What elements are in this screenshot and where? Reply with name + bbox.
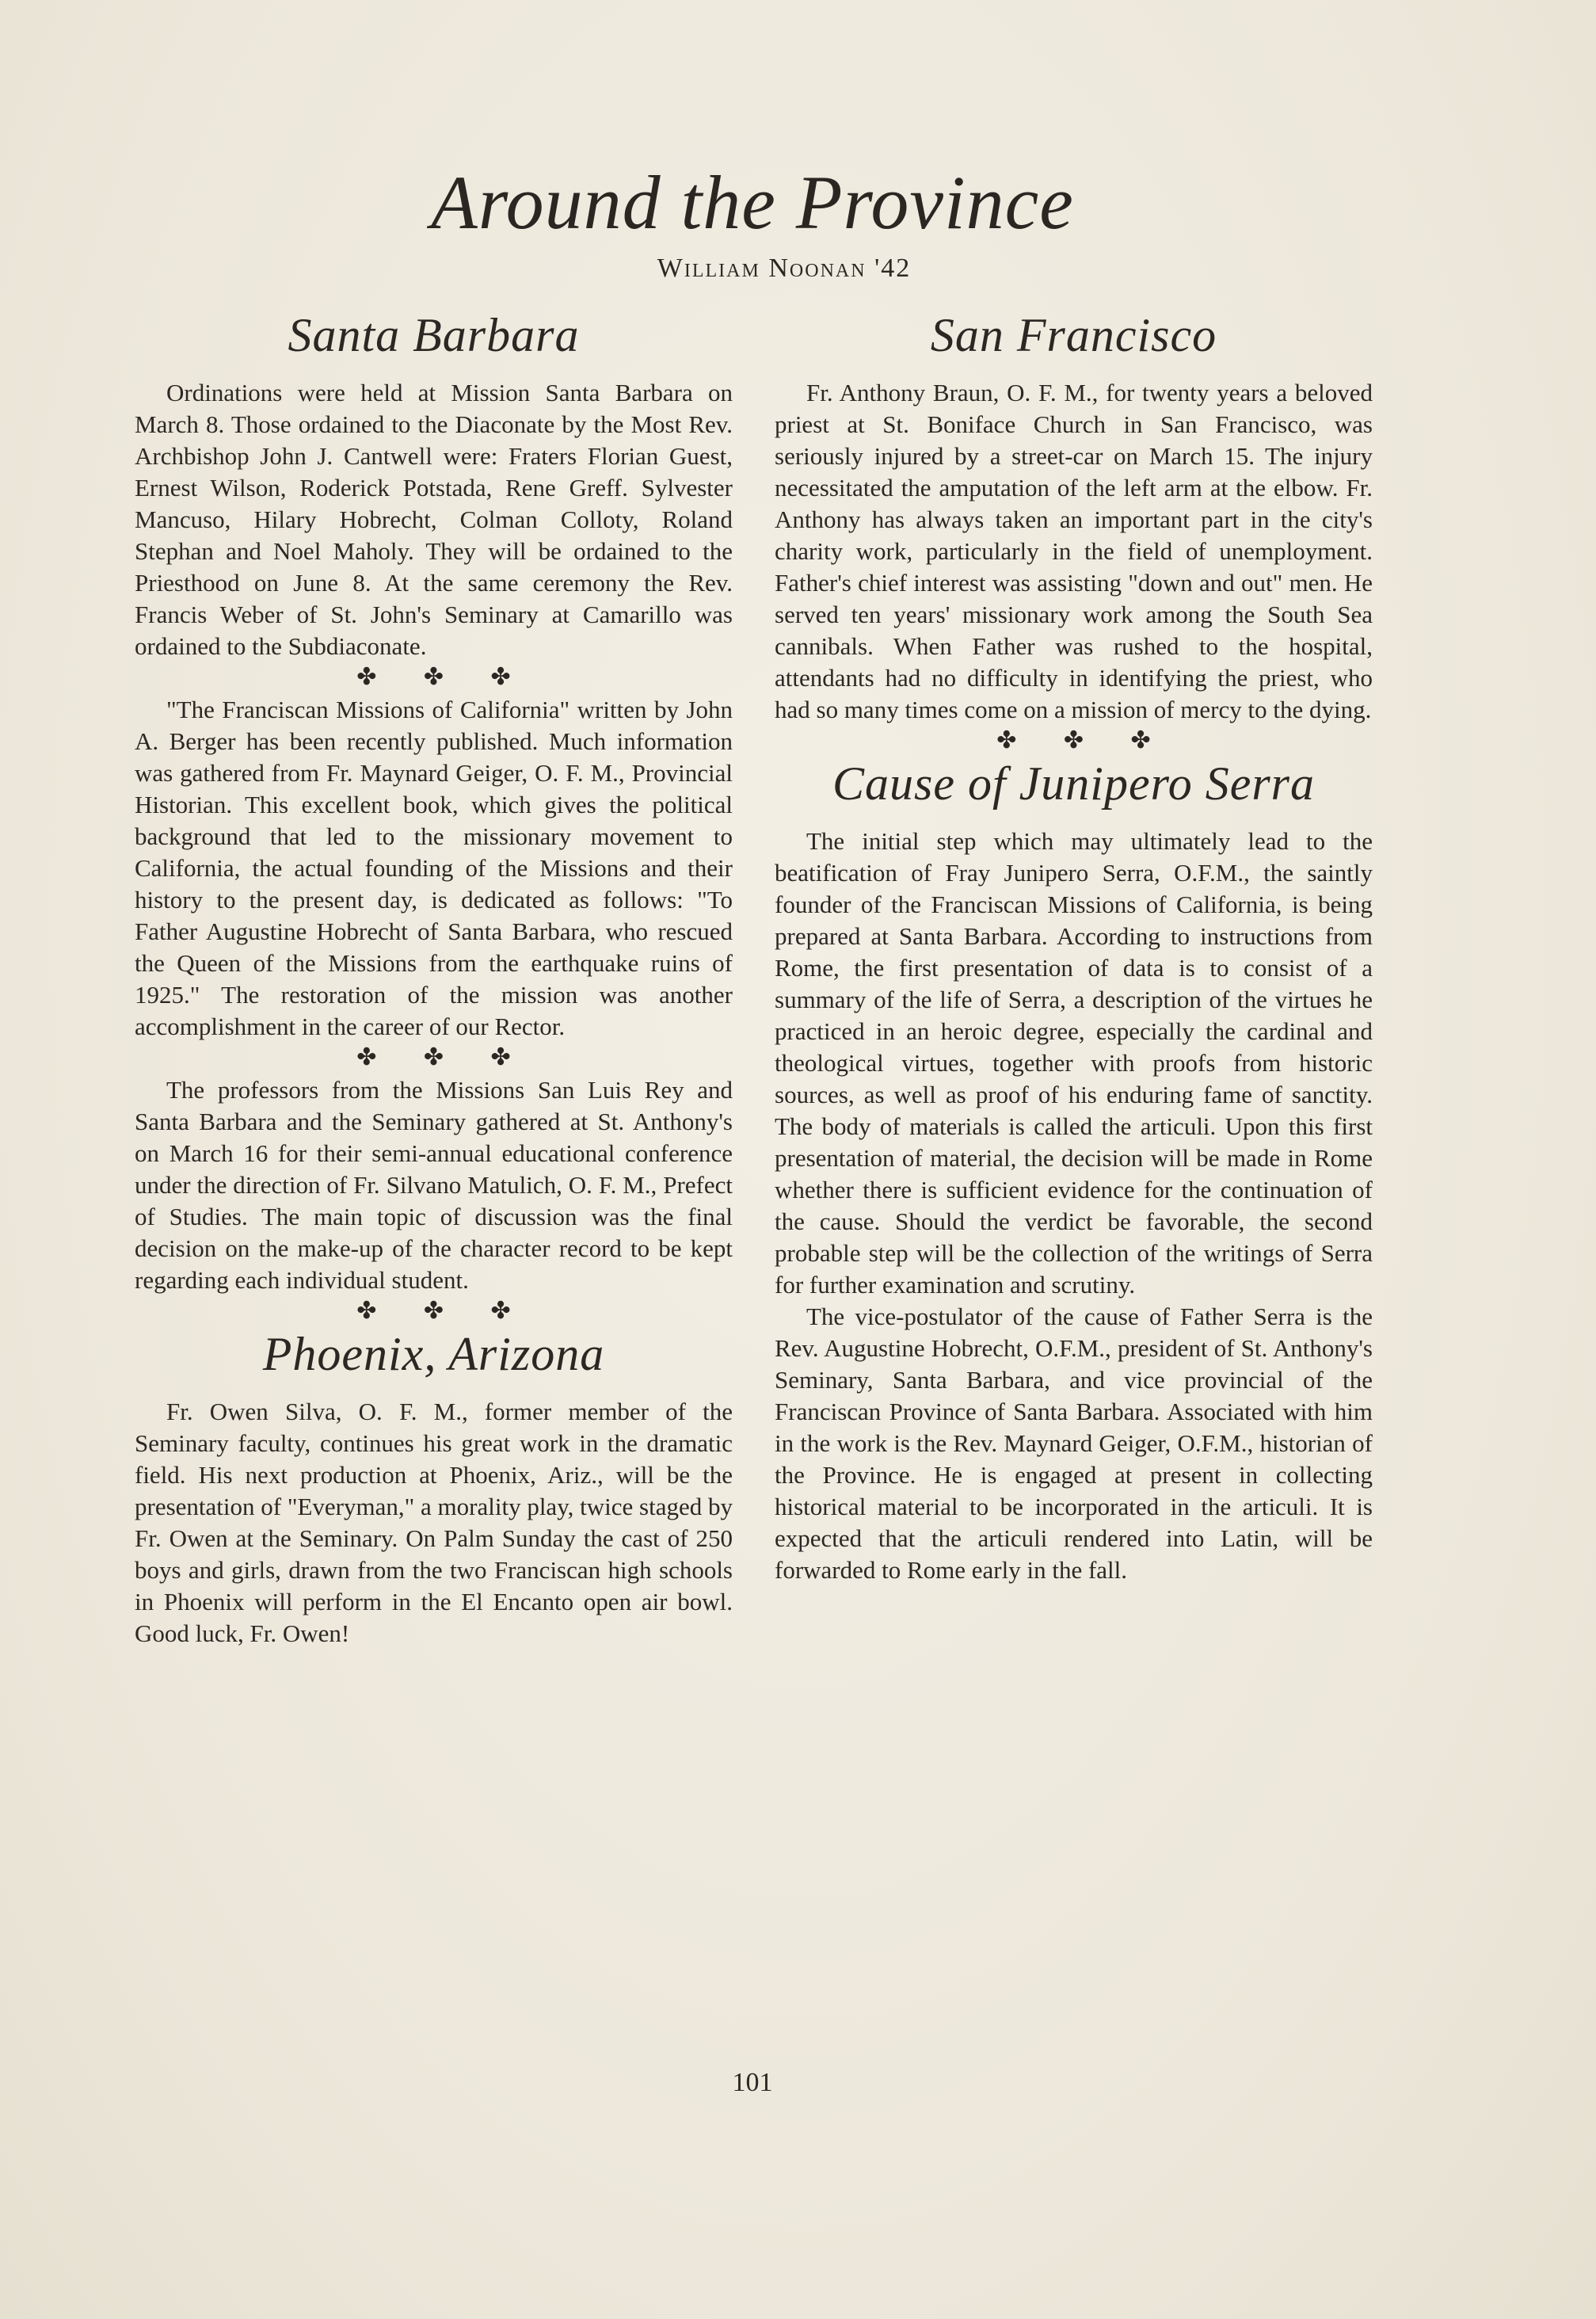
heading-san-francisco: San Francisco <box>930 309 1217 361</box>
heading-santa-barbara: Santa Barbara <box>288 309 580 361</box>
paragraph-beatification: The initial step which may ultimately lead to the beatification of Fray Junipero Serra, O.F.M., the saintly founder of the Franciscan Missions of California, is being prepared at Santa Barbara. According to instructions from Rome, the first presentation of data is to consist of a summary of the life of Serra, a description of the virtues he practiced in an heroic degree, especially the cardinal and theological virtues, together with proofs from historic sources, as well as proof of his enduring fame of sanctity. The body of materials is called the articuli. Upon this first presentation of material, the decision will be made in Rome whether there is sufficient evidence for the continuation of the cause. Should the verdict be favorable, the second probable step will be the collection of the writings of Serra for further examination and scrutiny. <box>775 827 1373 1299</box>
byline: William Noonan '42 <box>657 254 912 283</box>
page-title: Around the Province <box>431 160 1074 245</box>
paragraph-vice-postulator: The vice-postulator of the cause of Father Serra is the Rev. Augustine Hobrecht, O.F.M., president of St. Anthony's Seminary, Santa Barbara, and vice provincial of the Franciscan Province of Santa Barbara. Associated with him in the work is the Rev. Maynard Geiger, O.F.M., historian of the Province. He is engaged at present in collecting historical material to be incorporated in the articuli. It is expected that the articuli rendered into Latin, will be forwarded to Rome early in the fall. <box>775 1303 1373 1584</box>
page-number: 101 <box>732 2068 773 2097</box>
right-column <box>775 309 1373 1586</box>
paragraph-conference: The professors from the Missions San Luis Rey and Santa Barbara and the Seminary gathered at St. Anthony's on March 16 for their semi-annual educational conference under the direction of Fr. Silvano Matulich, O. F. M., Prefect of Studies. The main topic of discussion was the final decision on the make-up of the character record to be kept regarding each individual student. <box>135 1076 733 1294</box>
paragraph-missions-book: "The Franciscan Missions of California" written by John A. Berger has been recently published. Much information was gathered from Fr. Maynard Geiger, O. F. M., Provincial Historian. This excellent book, which gives the political background that led to the missionary movement to California, the actual founding of the Missions and their history to the present day, is dedicated as follows: "To Father Augustine Hobrecht of Santa Barbara, who rescued the Queen of the Missions from the earthquake ruins of 1925." The restoration of the mission was another accomplishment in the career of our Rector. <box>135 696 733 1040</box>
paragraph-ordinations: Ordinations were held at Mission Santa Barbara on March 8. Those ordained to the Diaconate by the Most Rev. Archbishop John J. Cantwell were: Fraters Florian Guest, Ernest Wilson, Roderick Potstada, Rene Greff. Sylvester Mancuso, Hilary Hobrecht, Colman Colloty, Roland Stephan and Noel Maholy. They will be ordained to the Priesthood on June 8. At the same ceremony the Rev. Francis Weber of St. John's Seminary at Camarillo was ordained to the Subdiaconate. <box>135 379 733 660</box>
paragraph-braun: Fr. Anthony Braun, O. F. M., for twenty years a beloved priest at St. Boniface Church in San Francisco, was seriously injured by a street-car on March 15. The injury necessitated the amputation of the left arm at the elbow. Fr. Anthony has always taken an important part in the city's charity work, particularly in the field of unemployment. Father's chief interest was assisting "down and out" men. He served ten years' missionary work among the South Sea cannibals. When Father was rushed to the hospital, attendants had no difficulty in identifying the priest, who had so many times come on a mission of mercy to the dying. <box>775 379 1373 723</box>
ornament-divider: ✤ ✤ ✤ <box>356 1298 531 1324</box>
heading-phoenix: Phoenix, Arizona <box>262 1328 605 1380</box>
ornament-divider: ✤ ✤ ✤ <box>356 1044 531 1070</box>
left-column <box>135 309 733 1650</box>
ornament-divider: ✤ ✤ ✤ <box>356 664 531 690</box>
paragraph-everyman: Fr. Owen Silva, O. F. M., former member of the Seminary faculty, continues his great work in the dramatic field. His next production at Phoenix, Ariz., will be the presentation of "Everyman," a morality play, twice staged by Fr. Owen at the Seminary. On Palm Sunday the cast of 250 boys and girls, drawn from the two Franciscan high schools in Phoenix will perform in the El Encanto open air bowl. Good luck, Fr. Owen! <box>135 1398 733 1647</box>
ornament-divider: ✤ ✤ ✤ <box>996 727 1171 753</box>
heading-serra: Cause of Junipero Serra <box>832 757 1316 810</box>
